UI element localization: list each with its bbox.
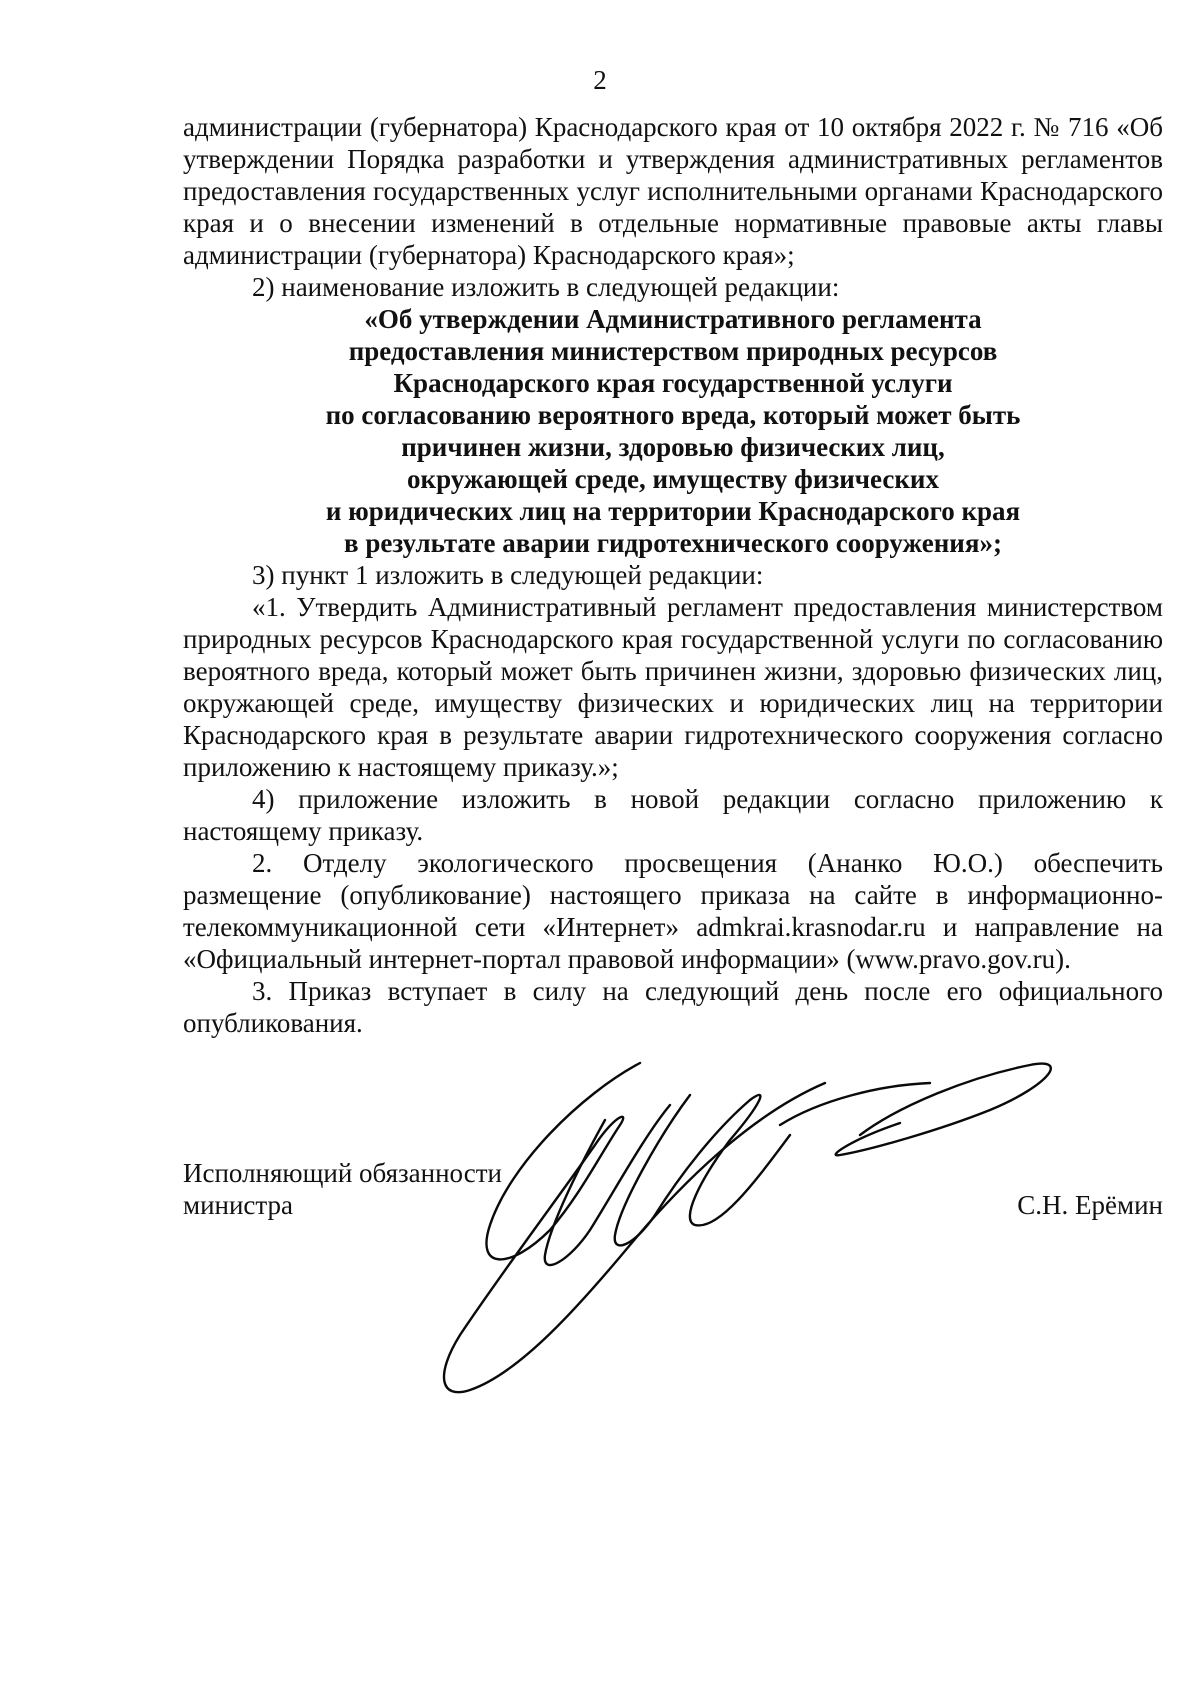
paragraph-continuation: администрации (губернатора) Краснодарского края от 10 октября 2022 г. № 716 «Об утверждении Порядка разработки и утверждения административных регламентов предоставления государственных услуг исполнительными органами Краснодарского края и о внесении изменений в отдельные нормативные правовые акты главы администрации (губернатора) Краснодарского края»; [183,112,1163,270]
paragraph-point-2: 2. Отделу экологического просвещения (Ананко Ю.О.) обеспечить размещение (опубликование) настоящего приказа на сайте в информационно-телекоммуникационной сети «Интернет» admkrai.krasnodar.ru и направление на «Официальный интернет-портал правовой информации» (www.pravo.gov.ru). [183,848,1163,974]
title-line: и юридических лиц на территории Краснодарского края [325,496,1021,526]
title-line: окружающей среде, имуществу физических [407,464,939,494]
title-line: в результате аварии гидротехнического сооружения»; [344,528,1002,558]
signer-name: С.Н. Ерёмин [1017,1190,1163,1220]
signer-position-line: Исполняющий обязанности [183,1158,502,1188]
page-number: 2 [593,65,607,95]
title-line: Краснодарского края государственной услуги [393,368,953,398]
title-line: «Об утверждении Административного регламента [364,304,982,334]
title-line: причинен жизни, здоровью физических лиц, [401,432,945,462]
handwritten-signature [430,1055,1150,1415]
paragraph-item-4: 4) приложение изложить в новой редакции согласно приложению к настоящему приказу. [183,784,1163,846]
document-body [183,111,1163,1039]
paragraph-item-2: 2) наименование изложить в следующей редакции: [252,272,840,302]
paragraph-item-3: 3) пункт 1 изложить в следующей редакции: [252,560,764,590]
paragraph-point-3: 3. Приказ вступает в силу на следующий день после его официального опубликования. [183,976,1163,1038]
signer-position-line: министра [183,1190,294,1220]
document-title-block [183,303,1163,559]
title-line: предоставления министерством природных ресурсов [348,336,998,366]
paragraph-point-1: «1. Утвердить Административный регламент предоставления министерством природных ресурсов Краснодарского края государственной услуги по согласованию вероятного вреда, который может быть причинен жизни, здоровью физических лиц, окружающей среде, имуществу физических и юридических лиц на территории Краснодарского края в результате аварии гидротехнического сооружения согласно приложению к настоящему приказу.»; [183,592,1163,782]
title-line: по согласованию вероятного вреда, который может быть [325,400,1021,430]
